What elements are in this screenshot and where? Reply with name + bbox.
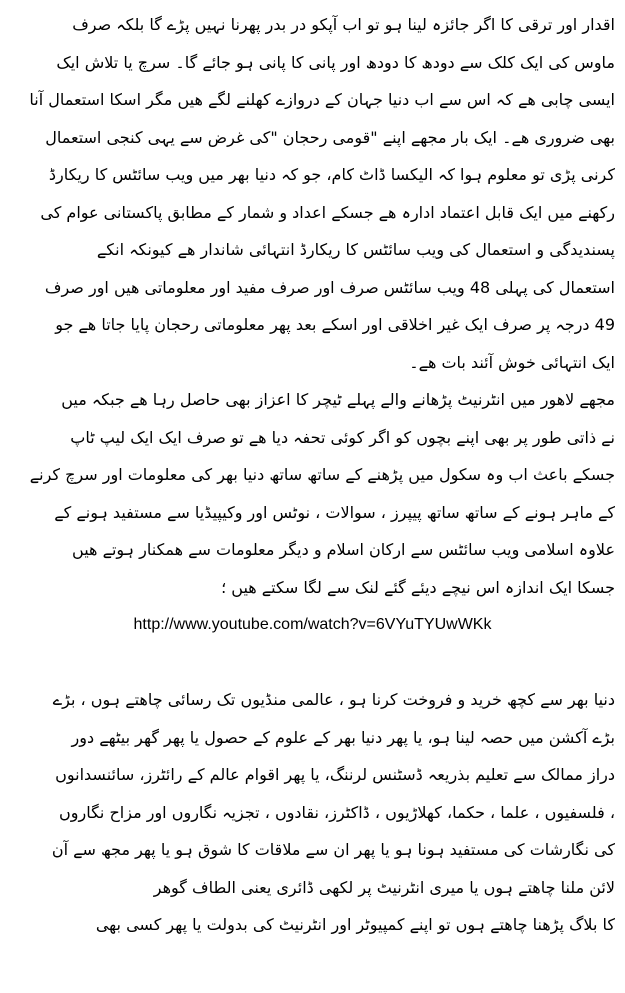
text-line: مجھے لاھور میں انٹرنیٹ پڑھانے والے پہلے ٹیچر کا اعزاز بھی حاصل رہا ھے جبکہ میں xyxy=(61,390,615,409)
text-line: نے ذاتی طور پر بھی اپنے بچوں کو اگر کوئی تحفہ دیا ھے تو صرف ایک ایک لیپ ٹاپ xyxy=(70,427,615,447)
text-line: ماوس کی ایک کلک سے دودھ کا دودھ اور پانی کا پانی ہو جائے گا۔ سرچ یا تلاش ایک xyxy=(56,52,615,72)
document-page xyxy=(10,6,615,988)
text-line: کی نگارشات کی مستفید ہونا ہو یا پھر ان سے ملاقات کا شوق ہو یا پھر مجھ سے آن xyxy=(51,840,615,859)
text-line: رکھنے میں ایک قابل اعتماد ادارہ ھے جسکے اعداد و شمار کے مطابق پاکستانی عوام کی xyxy=(40,202,615,222)
text-line: دراز ممالک سے تعلیم بذریعہ ڈسٹنس لرننگ، یا پھر اقوام عالم کے رائٹرز، سائنسدانوں xyxy=(55,765,615,784)
text-line: پسندیدگی و استعمال کی ویب سائٹس کا ریکارڈ انتہائی شاندار ھے کیونکہ انکے xyxy=(96,240,615,259)
text-line: کے ماہر ہونے کے ساتھ ساتھ پیپرز ، سوالات ، نوٹس اور وکیپیڈیا سے مستفید ہونے کے xyxy=(54,502,615,522)
text-line: کا بلاگ پڑھنا چاھتے ہوں تو اپنے کمپیوٹر اور انٹرنیٹ کی بدولت یا پھر کسی بھی xyxy=(95,915,615,934)
text-line: بھی ضروری ھے۔ ایک بار مجھے اپنے "قومی رحجان "کی غرض سے یہی کنجی استعمال xyxy=(45,127,615,147)
text-line: جسکے باعث اب وہ سکول میں پڑھنے کے ساتھ ساتھ دنیا بھر کی معلومات اور سرچ کرنے xyxy=(29,465,615,484)
text-line: 49 درجہ پر صرف ایک غیر اخلاقی اور اسکے بعد پھر معلوماتی رحجان پایا جاتا ھے جو xyxy=(55,315,615,334)
blank-line xyxy=(10,644,615,682)
paragraph-urdu-1 xyxy=(10,6,615,381)
text-line: ایک انتہائی خوش آئند بات ھے۔ xyxy=(409,352,615,372)
text-line: استعمال کی پہلی 48 ویب سائٹس صرف اور صرف مفید اور معلوماتی ھیں اور صرف xyxy=(44,277,615,297)
text-line: جسکا ایک اندازہ اس نیچے دیئے گئے لنک سے لگا سکتے ھیں ؛ xyxy=(221,577,615,597)
text-line: کرنی پڑی تو معلوم ہوا کہ الیکسا ڈاٹ کام، جو کہ دنیا بھر میں ویب سائٹس کا ریکارڈ xyxy=(48,165,615,184)
text-line: علاوہ اسلامی ویب سائٹس سے ارکان اسلام و دیگر معلومات سے ھمکنار ہوتے ھیں xyxy=(72,540,615,559)
text-line: ایسی چابی ھے کہ اس سے اب دنیا جہان کے دروازے کھلنے لگے ھیں مگر اسکا استعمال آنا xyxy=(29,90,615,109)
text-line: اقدار اور ترقی کا اگر جائزہ لینا ہو تو اب آپکو در بدر پھرنا نہیں پڑے گا بلکہ صرف xyxy=(72,15,615,34)
text-line: دنیا بھر سے کچھ خرید و فروخت کرنا ہو ، عالمی منڈیوں تک رسائی چاھتے ہوں ، بڑے xyxy=(52,690,615,709)
paragraph-urdu-2 xyxy=(10,381,615,606)
text-line: ، فلسفیوں ، علما ، حکما، کھلاڑیوں ، ڈاکٹرز، نقادوں ، تجزیہ نگاروں اور مزاح نگاروں xyxy=(59,802,615,822)
text-line: بڑے آکشن میں حصہ لینا ہو، یا پھر دنیا بھر کے علوم کے حصول یا پھر گھر بیٹھے دور xyxy=(71,727,615,747)
paragraph-urdu-3 xyxy=(10,681,615,944)
youtube-link[interactable]: http://www.youtube.com/watch?v=6VYuTYUwWKk xyxy=(133,616,492,633)
text-line: لائن ملنا چاھتے ہوں یا میری انٹرنیٹ پر لکھی ڈائری یعنی الطاف گوھر xyxy=(153,877,615,897)
